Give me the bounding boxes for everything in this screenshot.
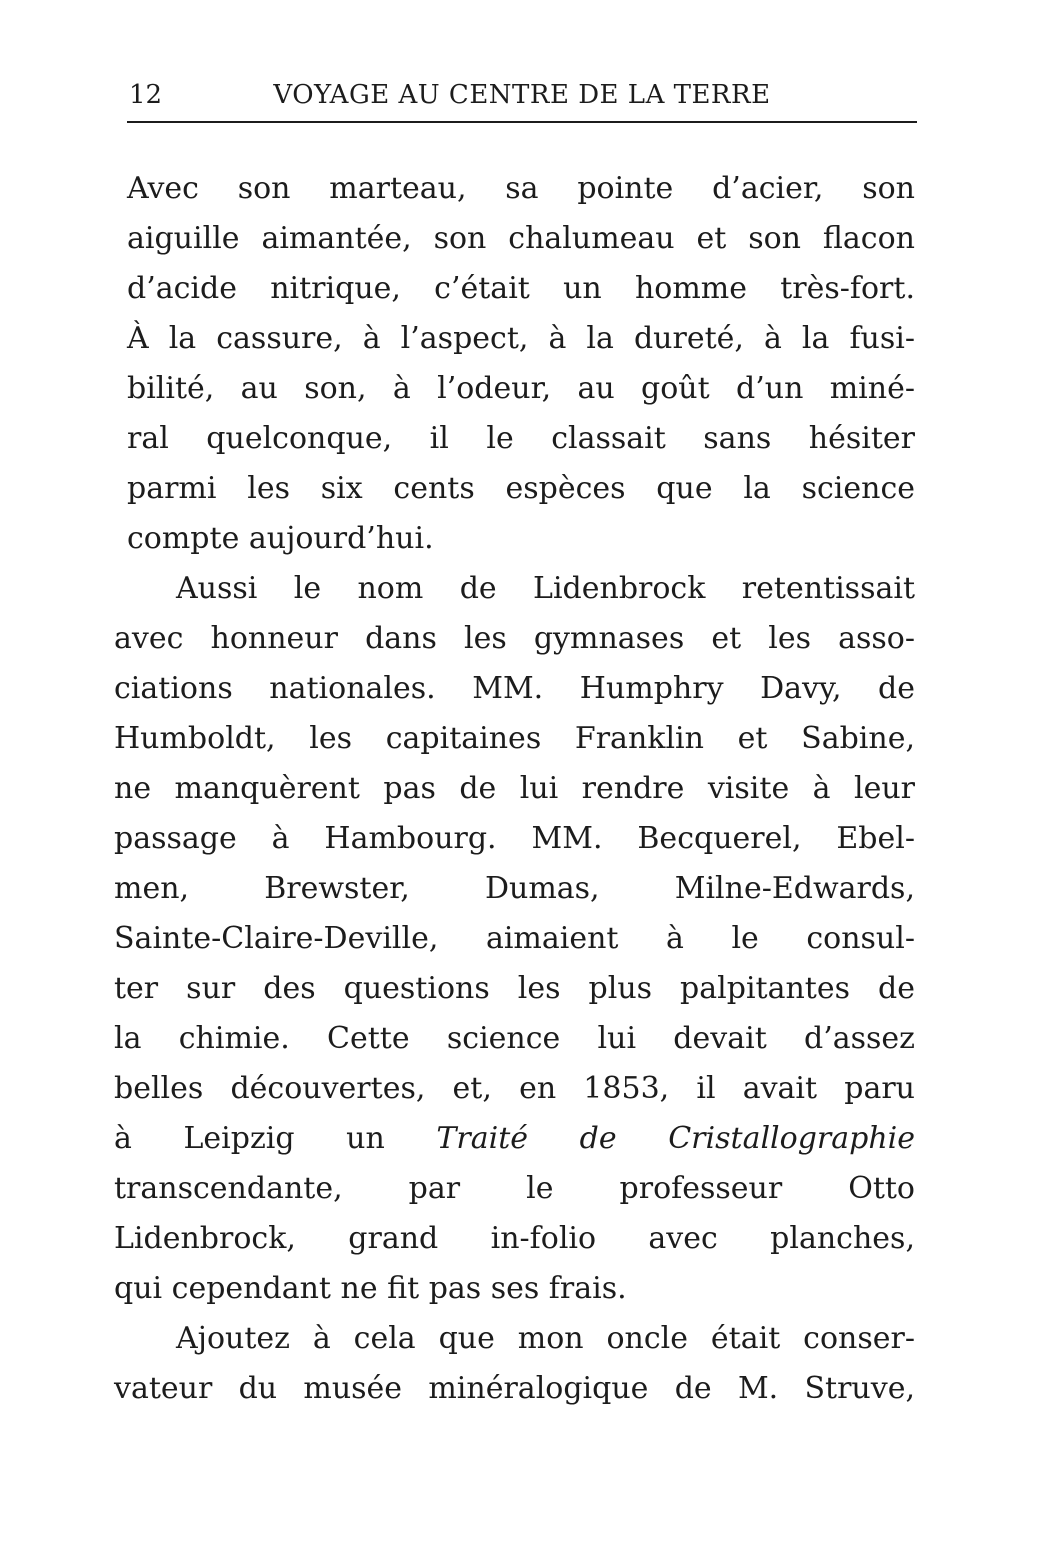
text-line: Aussi le nom de Lidenbrock retentissait bbox=[176, 571, 915, 606]
text-line: Avec son marteau, sa pointe d’acier, son bbox=[127, 171, 915, 206]
text-run: à Leipzig un bbox=[114, 1121, 437, 1156]
page-body bbox=[114, 164, 915, 1414]
page-number: 12 bbox=[129, 80, 163, 110]
text-line: men, Brewster, Dumas, Milne-Edwards, bbox=[114, 871, 915, 906]
text-line: la chimie. Cette science lui devait d’assez bbox=[114, 1021, 915, 1056]
text-line: avec honneur dans les gymnases et les asso- bbox=[114, 621, 915, 656]
page-header bbox=[127, 80, 917, 112]
text-line: parmi les six cents espèces que la science bbox=[127, 471, 915, 506]
text-line: Ajoutez à cela que mon oncle était conser- bbox=[176, 1321, 915, 1356]
text-line: compte aujourd’hui. bbox=[127, 521, 434, 556]
text-line: ral quelconque, il le classait sans hésiter bbox=[127, 421, 915, 456]
text-line: d’acide nitrique, c’était un homme très-fort. bbox=[127, 271, 915, 306]
text-line: belles découvertes, et, en 1853, il avait paru bbox=[114, 1071, 915, 1106]
header-divider bbox=[127, 121, 917, 123]
text-line: ter sur des questions les plus palpitantes de bbox=[114, 971, 915, 1006]
text-line: Sainte-Claire-Deville, aimaient à le consul- bbox=[114, 921, 915, 956]
text-line: qui cependant ne fit pas ses frais. bbox=[114, 1271, 627, 1306]
book-title-italic: Traité de Cristallographie bbox=[436, 1121, 916, 1156]
text-line: vateur du musée minéralogique de M. Struve, bbox=[114, 1371, 915, 1406]
text-line: ne manquèrent pas de lui rendre visite à leur bbox=[114, 771, 915, 806]
paragraph-2 bbox=[114, 564, 915, 1314]
text-line: À la cassure, à l’aspect, à la dureté, à la fusi- bbox=[127, 321, 915, 356]
text-line: passage à Hambourg. MM. Becquerel, Ebel- bbox=[114, 821, 915, 856]
text-line: aiguille aimantée, son chalumeau et son flacon bbox=[127, 221, 915, 256]
text-line: Humboldt, les capitaines Franklin et Sabine, bbox=[114, 721, 915, 756]
text-line: ciations nationales. MM. Humphry Davy, de bbox=[114, 671, 915, 706]
text-line bbox=[114, 1114, 915, 1164]
running-title: VOYAGE AU CENTRE DE LA TERRE bbox=[273, 80, 771, 110]
text-line: transcendante, par le professeur Otto bbox=[114, 1171, 915, 1206]
text-line: Lidenbrock, grand in-folio avec planches, bbox=[114, 1221, 915, 1256]
text-line: bilité, au son, à l’odeur, au goût d’un miné- bbox=[127, 371, 915, 406]
paragraph-1 bbox=[127, 164, 915, 564]
paragraph-3 bbox=[114, 1314, 915, 1414]
